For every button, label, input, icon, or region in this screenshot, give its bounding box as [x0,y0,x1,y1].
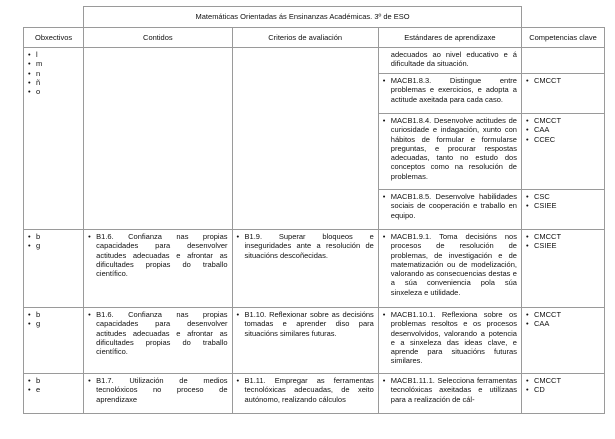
table-header-row [24,28,605,48]
curriculum-table [23,6,605,414]
table-title: Matemáticas Orientadas ás Ensinanzas Académicas. 3º de ESO [84,7,522,28]
competence-item: • CD [526,385,600,394]
competence-item: • CCEC [526,135,600,144]
criteria-text: • B1.10. Reflexionar sobre as decisións tomadas e aprender diso para situacións similares futuras. [237,310,374,338]
header-objectives: Obxectivos [24,28,84,48]
standard-text: • MACB1.10.1. Reflexiona sobre os problemas resoltos e os procesos desenvolvidos, valorando a potencia e a sinxeleza das ideas clave, e aprende para situacións futuras similares. [383,310,517,366]
standard-text: • MACB1.8.4. Desenvolve actitudes de curiosidade e indagación, xunto con hábitos de formular e formularse preguntas, e procurar respostas adecuadas, tanto no estudo dos conceptos como na resolución de problemas. [383,116,517,181]
blank-corner-cell [521,7,604,28]
criteria-cell [232,308,378,374]
contents-cell [84,308,232,374]
criteria-cell [232,230,378,308]
objective-item: • g [28,319,79,328]
table-row [24,48,605,74]
table-title-row [24,7,605,28]
content-text: • B1.6. Confianza nas propias capacidades para desenvolver actitudes adecuadas e afrontar as dificultades propias do traballo científico. [88,310,227,356]
objective-item: • b [28,232,79,241]
standard-text: • MACB1.9.1. Toma decisións nos procesos de resolución de problemas, de investigación e de matematización ou de modelización, valorando as consecuencias destas e a súa conveniencia pola súa sinxeleza e utilidade. [383,232,517,297]
competences-cell [521,74,604,114]
standard-cell [378,374,521,414]
criteria-cell [232,48,378,230]
table-row [24,308,605,374]
competences-cell [521,230,604,308]
contents-cell [84,230,232,308]
standard-text: • MACB1.11.1. Selecciona ferramentas tecnolóxicas axeitadas e utilízaas para a realización de cál- [383,376,517,404]
content-text: • B1.6. Confianza nas propias capacidades para desenvolver actitudes adecuadas e afrontar as dificultades propias do traballo científico. [88,232,227,278]
table-row [24,374,605,414]
competences-cell [521,374,604,414]
table-row [24,230,605,308]
competence-item: • CMCCT [526,116,600,125]
objective-item: • e [28,385,79,394]
objective-item: • b [28,376,79,385]
standard-cell [378,308,521,374]
criteria-text: • B1.11. Empregar as ferramentas tecnolóxicas adecuadas, de xeito autónomo, realizando cálculos [237,376,374,404]
competence-item: • CSIEE [526,201,600,210]
standard-cell [378,114,521,190]
contents-cell [84,48,232,230]
criteria-cell [232,374,378,414]
content-text: • B1.7. Utilización de medios tecnolóxicos no proceso de aprendizaxe [88,376,227,404]
objectives-cell [24,48,84,230]
competences-cell [521,308,604,374]
standard-cell [378,48,521,74]
objectives-cell [24,308,84,374]
competence-item: • CAA [526,125,600,134]
contents-cell [84,374,232,414]
objective-item: • o [28,87,79,96]
standard-text: adecuados ao nivel educativo e á dificultade da situación. [390,50,517,69]
competences-cell [521,190,604,230]
objectives-cell [24,230,84,308]
standard-text: • MACB1.8.3. Distingue entre problemas e exercicios, e adopta a actitude axeitada para cada caso. [383,76,517,104]
objective-item: • n [28,69,79,78]
objective-item: • ñ [28,78,79,87]
competence-item: • CSIEE [526,241,600,250]
competence-item: • CMCCT [526,232,600,241]
competence-item: • CMCCT [526,310,600,319]
competences-cell [521,114,604,190]
competences-cell [521,48,604,74]
competence-item: • CSC [526,192,600,201]
objective-item: • g [28,241,79,250]
objective-item: • b [28,310,79,319]
standard-cell [378,190,521,230]
objectives-cell [24,374,84,414]
competence-item: • CMCCT [526,376,600,385]
standard-text: • MACB1.8.5. Desenvolve habilidades sociais de cooperación e traballo en equipo. [383,192,517,220]
objective-item: • l [28,50,79,59]
competence-item: • CMCCT [526,76,600,85]
header-criteria: Criterios de avaliación [232,28,378,48]
competence-item: • CAA [526,319,600,328]
header-standards: Estándares de aprendizaxe [378,28,521,48]
header-contents: Contidos [84,28,232,48]
objective-item: • m [28,59,79,68]
blank-corner-cell [24,7,84,28]
standard-cell [378,230,521,308]
criteria-text: • B1.9. Superar bloqueos e inseguridades ante a resolución de situacións descoñecidas. [237,232,374,260]
standard-cell [378,74,521,114]
header-competences: Competencias clave [521,28,604,48]
